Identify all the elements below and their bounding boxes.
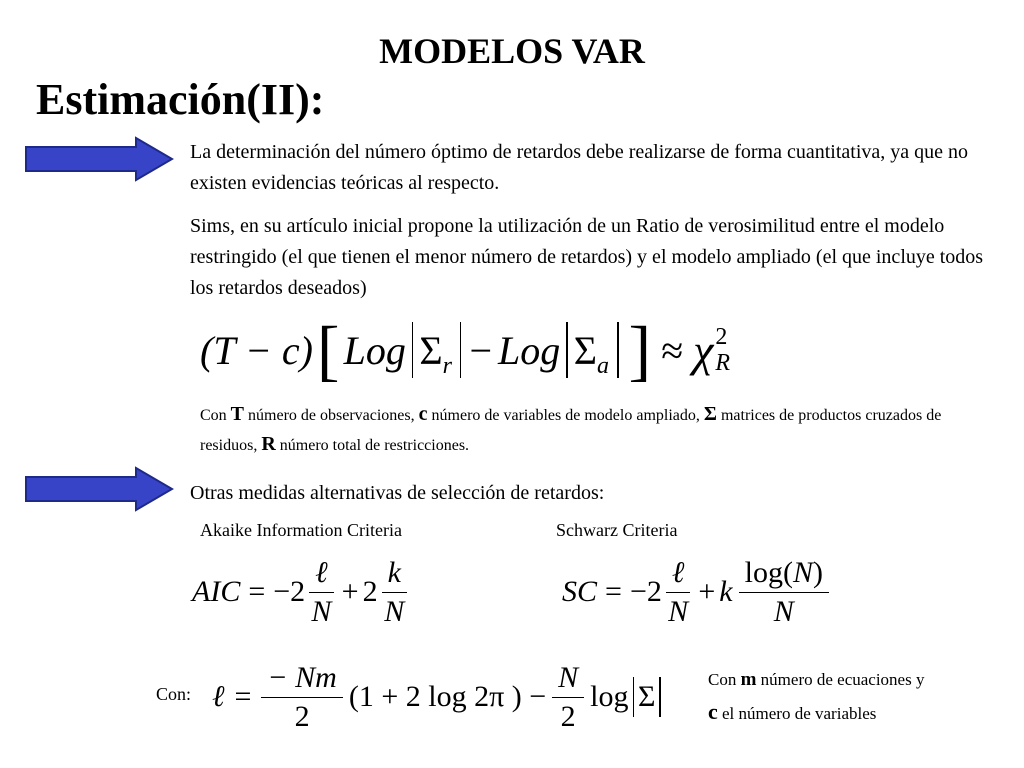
subscript-a: a bbox=[597, 353, 610, 379]
close-bracket: ] bbox=[628, 312, 652, 388]
paragraph-lag-determination: La determinación del número óptimo de retardos debe realizarse de forma cuantitativa, ya que no existen evidencias teóricas al respecto. bbox=[190, 141, 969, 194]
sigma-symbol: Σ bbox=[573, 327, 598, 373]
legend-symbol-T: T bbox=[230, 403, 245, 425]
legend-symbol-c: c bbox=[708, 699, 718, 724]
loglik-legend: Con m número de ecuaciones y c el número de variables bbox=[708, 669, 925, 724]
equals-sign: = bbox=[234, 680, 252, 713]
legend-symbol-R: R bbox=[261, 433, 276, 455]
open-bracket: [ bbox=[316, 312, 340, 388]
coefficient: −2 bbox=[629, 575, 662, 608]
sc-label: Schwarz Criteria bbox=[556, 520, 678, 540]
arrow-right-icon bbox=[24, 136, 174, 182]
minus-sign: − bbox=[469, 327, 493, 373]
aic-lhs: AIC bbox=[192, 575, 241, 608]
coefficient: −2 bbox=[273, 575, 306, 608]
superscript-2: 2 bbox=[715, 324, 728, 350]
fraction: $\frac{\text{ℓ}}{N}$ bbox=[309, 556, 334, 629]
fraction: $\frac{\text{ℓ}}{N}$ bbox=[666, 556, 691, 629]
page-title: Estimación(II): bbox=[36, 75, 325, 124]
det-bar bbox=[659, 677, 661, 717]
lr-test-formula bbox=[200, 314, 730, 386]
det-bar bbox=[633, 677, 635, 717]
chi-scripts bbox=[715, 324, 730, 376]
legend-text: Con bbox=[200, 407, 231, 424]
paren-term: (1 + 2 log 2π ) − bbox=[348, 680, 547, 713]
aic-label: Akaike Information Criteria bbox=[200, 520, 402, 540]
sc-lhs: SC bbox=[562, 575, 598, 608]
aic-formula bbox=[192, 552, 407, 632]
ell-symbol: ℓ bbox=[212, 680, 225, 713]
legend-text: número total de restricciones. bbox=[275, 437, 470, 454]
sc-formula bbox=[562, 552, 829, 632]
log-term: log bbox=[590, 680, 629, 713]
log-term: Log bbox=[343, 327, 406, 373]
con-label: Con: bbox=[156, 684, 192, 704]
fraction: $\frac{- Nm}{2}$ bbox=[261, 661, 342, 734]
legend-text: número de observaciones, bbox=[244, 407, 419, 424]
det-bar bbox=[617, 322, 619, 378]
equals-sign: = bbox=[605, 575, 622, 608]
formula-lhs: (T − c) bbox=[200, 327, 313, 373]
det-bar bbox=[566, 322, 568, 378]
plus-sign: + bbox=[698, 575, 716, 608]
plus-sign: + bbox=[341, 575, 359, 608]
det-bar bbox=[460, 322, 462, 378]
fraction: $\frac{N}{2}$ bbox=[552, 661, 584, 734]
formula-legend bbox=[200, 400, 960, 460]
legend-text: matrices de productos cruzados de residuos, bbox=[200, 407, 942, 454]
legend-symbol-sigma: Σ bbox=[703, 403, 717, 425]
det-bar bbox=[412, 322, 414, 378]
fraction: $\frac{\log(N)}{N}$ bbox=[739, 556, 829, 629]
legend-symbol-c: c bbox=[418, 403, 428, 425]
legend-text: número de variables de modelo ampliado, bbox=[427, 407, 704, 424]
chi-symbol: χ bbox=[693, 324, 714, 376]
subscript-R: R bbox=[715, 350, 731, 376]
paragraph-alternatives: Otras medidas alternativas de selección de retardos: bbox=[190, 482, 605, 504]
subscript-r: r bbox=[442, 353, 452, 379]
loglik-formula bbox=[212, 656, 661, 738]
coefficient: 2 bbox=[362, 575, 378, 608]
arrow-right-icon bbox=[24, 466, 174, 512]
sigma-symbol: Σ bbox=[638, 680, 656, 713]
section-title: MODELOS VAR bbox=[379, 31, 645, 71]
coefficient: k bbox=[719, 575, 733, 608]
fraction: $\frac{k}{N}$ bbox=[382, 556, 407, 629]
paragraph-sims-ratio: Sims, en su artículo inicial propone la utilización de un Ratio de verosimilitud entre el modelo restringido (el que tienen el menor número de retardos) y el modelo ampliado (el que incluye todos los retardos deseados) bbox=[190, 215, 984, 299]
legend-symbol-m: m bbox=[740, 669, 757, 690]
sigma-symbol: Σ bbox=[419, 327, 443, 373]
equals-sign: = bbox=[248, 575, 266, 608]
approx-sign: ≈ bbox=[661, 327, 684, 373]
log-term: Log bbox=[498, 327, 561, 373]
